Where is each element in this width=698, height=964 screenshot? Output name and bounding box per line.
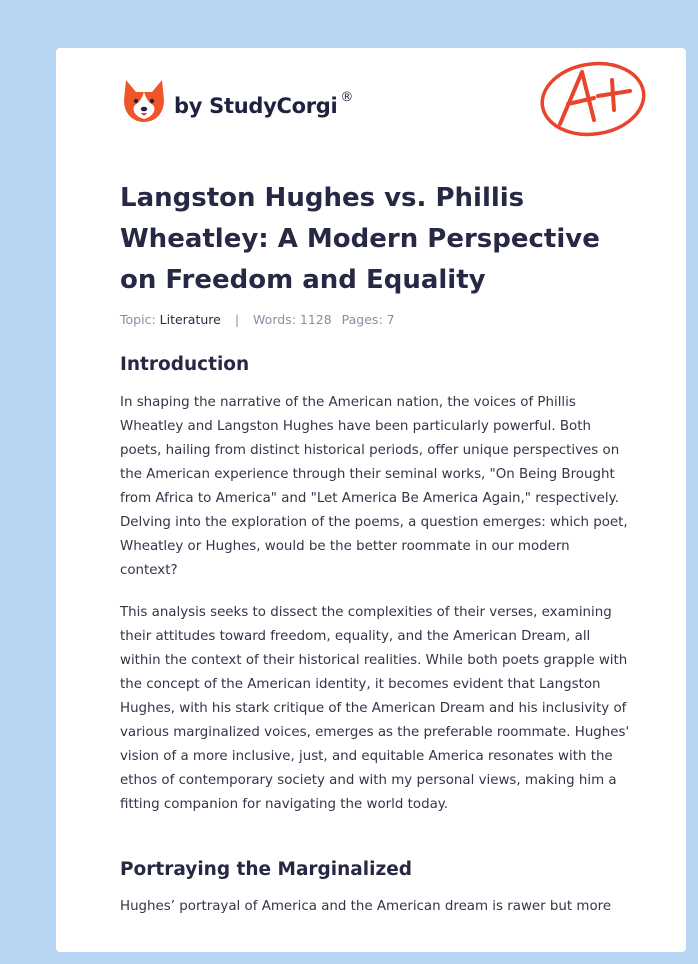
topic-label: Topic: xyxy=(120,312,156,327)
brand-name: by StudyCorgi ® xyxy=(174,90,354,118)
word-count: Words: 1128 xyxy=(253,312,332,327)
studycorgi-logo[interactable] xyxy=(122,78,422,134)
meta-separator: | xyxy=(234,312,240,327)
paragraph: Hughes’ portrayal of America and the American dream is rawer but more xyxy=(120,899,612,914)
document-page xyxy=(56,48,686,952)
page-count: Pages: 7 xyxy=(341,312,395,327)
document-meta xyxy=(120,312,395,327)
section-heading-introduction: Introduction xyxy=(120,354,250,375)
section-heading-portraying-the-marginalized: Portraying the Marginalized xyxy=(120,859,413,880)
page-title: Langston Hughes vs. Phillis Wheatley: A Modern Perspective on Freedom and Equality xyxy=(120,183,600,295)
topic-link[interactable]: Literature xyxy=(159,312,221,327)
corgi-logo-icon xyxy=(122,78,166,124)
paragraph: In shaping the narrative of the American nation, the voices of Phillis Wheatley and Langston Hughes have been particularly powerful. Both poets, hailing from distinct historical periods, offer unique perspectives on the American experience through their seminal works, "On Being Brought from Africa to America" and "Let America Be America Again," respectively. Delving into the exploration of the poems, a question emerges: which poet, Wheatley or Hughes, would be the better roommate in our modern context? xyxy=(120,395,628,578)
a-plus-grade-icon xyxy=(538,58,648,140)
paragraph: This analysis seeks to dissect the complexities of their verses, examining their attitudes toward freedom, equality, and the American Dream, all within the context of their historical realities. While both poets grapple with the concept of the American identity, it becomes evident that Langston Hughes, with his stark critique of the American Dream and his inclusivity of various marginalized voices, emerges as the preferable roommate. Hughes' vision of a more inclusive, just, and equitable America resonates with the ethos of contemporary society and with my personal views, making him a fitting companion for navigating the world today. xyxy=(120,605,630,812)
